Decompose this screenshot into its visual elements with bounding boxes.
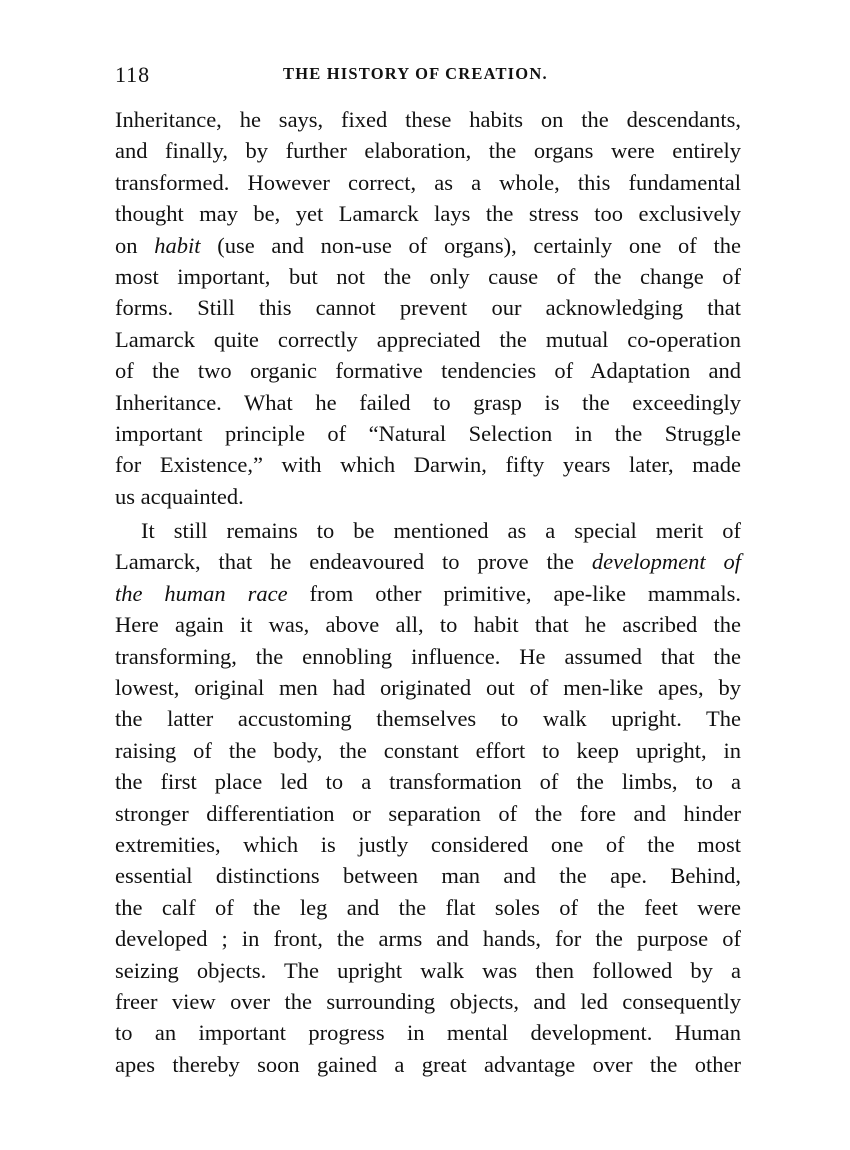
text-line: stronger differentiation or separation of the fore and hinder bbox=[115, 800, 741, 826]
text-line: lowest, original men had originated out of men-like apes, by bbox=[115, 675, 741, 701]
text-line: freer view over the surrounding objects, and led consequently bbox=[115, 988, 741, 1014]
text-line: It still remains to be mentioned as a special merit of bbox=[141, 518, 741, 544]
italic-text: the human race bbox=[115, 580, 288, 606]
text-line: thought may be, yet Lamarck lays the stress too exclusively bbox=[115, 201, 741, 227]
text-line: us acquainted. bbox=[115, 483, 244, 509]
text-line: the calf of the leg and the flat soles of the feet were bbox=[115, 894, 741, 920]
text-line: transforming, the ennobling influence. He assumed that the bbox=[115, 643, 741, 669]
text-line: extremities, which is justly considered one of the most bbox=[115, 831, 741, 857]
italic-text: development of bbox=[591, 549, 741, 575]
text-line: most important, but not the only cause of the change of bbox=[115, 263, 741, 289]
text-line: on habit (use and non-use of organs), certainly one of the bbox=[115, 232, 741, 258]
page-number: 118 bbox=[115, 62, 151, 87]
text-line: Here again it was, above all, to habit that he ascribed the bbox=[115, 612, 741, 638]
text-line: and finally, by further elaboration, the organs were entirely bbox=[115, 138, 741, 164]
paragraph bbox=[115, 515, 741, 1080]
text-line: the latter accustoming themselves to walk upright. The bbox=[115, 706, 741, 732]
text-line: Lamarck, that he endeavoured to prove the development of bbox=[115, 549, 741, 575]
text-line: transformed. However correct, as a whole, this fundamental bbox=[115, 169, 741, 195]
paragraph bbox=[115, 104, 741, 512]
italic-text: habit bbox=[154, 232, 201, 258]
text-line: Lamarck quite correctly appreciated the mutual co-operation bbox=[115, 326, 741, 352]
text-line: Inheritance. What he failed to grasp is the exceedingly bbox=[115, 389, 741, 415]
text-line: to an important progress in mental development. Human bbox=[115, 1020, 741, 1046]
running-title: THE HISTORY OF CREATION. bbox=[283, 64, 548, 83]
body-text bbox=[115, 104, 741, 1080]
text-line: Inheritance, he says, fixed these habits on the descendants, bbox=[115, 107, 741, 132]
text-line: raising of the body, the constant effort to keep upright, in bbox=[115, 737, 741, 763]
text-line: the first place led to a transformation of the limbs, to a bbox=[115, 769, 741, 795]
text-line: developed ; in front, the arms and hands, for the purpose of bbox=[115, 926, 741, 952]
text-line: of the two organic formative tendencies of Adaptation and bbox=[115, 358, 741, 384]
text-line: seizing objects. The upright walk was then followed by a bbox=[115, 957, 741, 983]
text-line: essential distinctions between man and the ape. Behind, bbox=[115, 863, 741, 889]
text-line: for Existence,” with which Darwin, fifty years later, made bbox=[115, 452, 741, 478]
text-line: important principle of “Natural Selection in the Struggle bbox=[115, 420, 741, 446]
text-line: the human race from other primitive, ape-like mammals. bbox=[115, 580, 741, 606]
running-head bbox=[115, 62, 741, 86]
text-line: apes thereby soon gained a great advantage over the other bbox=[115, 1051, 741, 1077]
text-line: forms. Still this cannot prevent our acknowledging that bbox=[115, 295, 741, 321]
